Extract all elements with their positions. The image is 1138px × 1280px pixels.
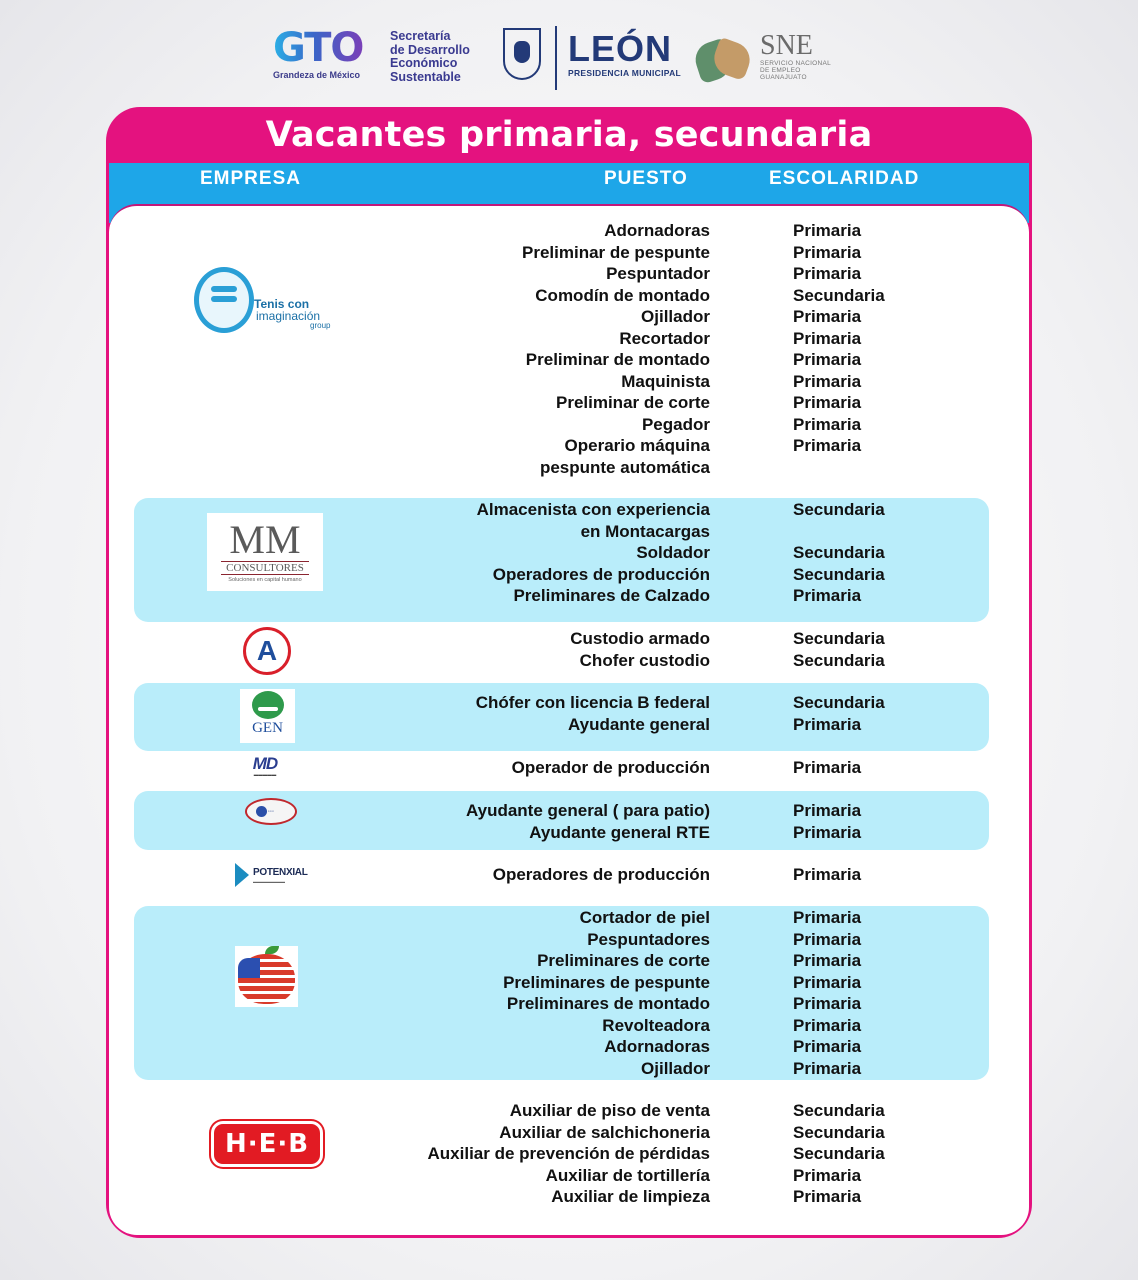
- potenxial-logo: [233, 861, 311, 889]
- puesto-cell: Operadores de producción: [492, 565, 710, 584]
- escolaridad-cell: Primaria: [793, 393, 862, 412]
- gto-logo: [273, 25, 364, 80]
- logo-text: imaginación: [256, 309, 321, 323]
- secretaria-line: de Desarrollo: [390, 42, 470, 57]
- puesto-cell: pespunte automática: [539, 458, 710, 477]
- md-logo: [239, 755, 291, 779]
- puesto-cell: Pespuntadores: [587, 930, 710, 949]
- gen-logo: [240, 689, 295, 743]
- puesto-cell: Ojillador: [641, 307, 710, 326]
- puesto-cell: Preliminar de montado: [525, 350, 710, 369]
- puesto-cell: Operador de producción: [511, 758, 710, 777]
- logo-text: Soluciones en capital humano: [228, 577, 302, 583]
- escolaridad-cell: Primaria: [793, 973, 862, 992]
- leon-wordmark: LEÓN: [568, 28, 673, 69]
- escolaridad-cell: Primaria: [793, 1059, 862, 1078]
- escolaridad-cell: Primaria: [793, 930, 862, 949]
- secretaria-line: Económico: [390, 56, 458, 70]
- escolaridad-cell: Primaria: [793, 350, 862, 369]
- puesto-cell: Auxiliar de piso de venta: [509, 1101, 710, 1120]
- escolaridad-cell: Primaria: [793, 951, 862, 970]
- page-title: Vacantes primaria, secundaria: [265, 115, 873, 155]
- leon-logo: [568, 30, 681, 78]
- logo-mark: ◦◦◦: [267, 809, 275, 815]
- heb-logo: [211, 1121, 323, 1167]
- escolaridad-cell: Primaria: [793, 415, 862, 434]
- escolaridad-cell: Primaria: [793, 994, 862, 1013]
- puesto-cell: Cortador de piel: [579, 908, 710, 927]
- escolaridad-cell: Primaria: [793, 243, 862, 262]
- escolaridad-cell: Primaria: [793, 908, 862, 927]
- a-circle-logo: [243, 627, 291, 675]
- puesto-cell: Chófer con licencia B federal: [475, 693, 710, 712]
- escolaridad-cell: Primaria: [793, 329, 862, 348]
- puesto-cell: Soldador: [636, 543, 710, 562]
- title-bar: [106, 107, 1032, 165]
- secretaria-line: Sustentable: [390, 69, 461, 84]
- puesto-cell: Auxiliar de salchichoneria: [499, 1123, 710, 1142]
- puesto-cell: Recortador: [619, 329, 710, 348]
- logo-text: Tenis con: [254, 297, 310, 311]
- escolaridad-cell: Primaria: [793, 1016, 862, 1035]
- escolaridad-cell: Primaria: [793, 865, 862, 884]
- puesto-cell: Chofer custodio: [579, 651, 710, 670]
- puesto-cell: Ayudante general ( para patio): [465, 801, 710, 820]
- puesto-cell: Auxiliar de limpieza: [551, 1187, 710, 1206]
- escolaridad-cell: Primaria: [793, 1187, 862, 1206]
- puesto-cell: Preliminar de corte: [555, 393, 710, 412]
- sne-line: SERVICIO NACIONAL: [760, 60, 832, 67]
- puesto-cell: Adornadoras: [604, 1037, 710, 1056]
- column-header-empresa: EMPRESA: [200, 168, 301, 189]
- oval-company-logo: [245, 798, 297, 825]
- puesto-cell: Preliminares de Calzado: [513, 586, 710, 605]
- logo-underline: ▬▬▬▬▬▬▬▬: [253, 879, 285, 884]
- puesto-cell: Pegador: [641, 415, 710, 434]
- escolaridad-cell: Secundaria: [793, 1101, 885, 1120]
- leon-shield-icon: [503, 28, 541, 80]
- sne-line: DE EMPLEO: [760, 67, 801, 74]
- puesto-cell: Preliminares de corte: [537, 951, 710, 970]
- puesto-cell: Almacenista con experiencia: [476, 500, 710, 519]
- puesto-cell: Operadores de producción: [492, 865, 710, 884]
- logo-underline: ▬▬▬▬▬: [253, 772, 277, 777]
- logo-text: CONSULTORES: [221, 561, 309, 575]
- escolaridad-cell: Primaria: [793, 264, 862, 283]
- escolaridad-cell: Secundaria: [793, 693, 885, 712]
- puesto-cell: Ojillador: [641, 1059, 710, 1078]
- escolaridad-cell: Secundaria: [793, 543, 885, 562]
- triangle-icon: [235, 863, 249, 887]
- flag-apple-logo: [235, 946, 298, 1007]
- escolaridad-cell: Secundaria: [793, 286, 885, 305]
- puesto-cell: Auxiliar de tortillería: [545, 1166, 710, 1185]
- tenis-ring-icon: [194, 267, 254, 333]
- logo-text: A: [256, 635, 278, 666]
- escolaridad-cell: Primaria: [793, 221, 862, 240]
- tenis-con-imaginacion-logo: [192, 267, 342, 339]
- escolaridad-cell: Primaria: [793, 1166, 862, 1185]
- escolaridad-cell: Primaria: [793, 372, 862, 391]
- puesto-cell: Comodín de montado: [535, 286, 710, 305]
- escolaridad-cell: Secundaria: [793, 565, 885, 584]
- header-logos: [0, 22, 1138, 97]
- gto-wordmark: GTO: [273, 25, 364, 71]
- handshake-icon: [696, 34, 754, 84]
- escolaridad-cell: Secundaria: [793, 651, 885, 670]
- mm-consultores-logo: [207, 513, 323, 591]
- puesto-cell: Preliminares de montado: [506, 994, 710, 1013]
- logo-text: MM: [229, 517, 301, 562]
- escolaridad-cell: Primaria: [793, 801, 862, 820]
- escolaridad-cell: Primaria: [793, 823, 862, 842]
- globe-icon: [252, 691, 284, 719]
- escolaridad-cell: Secundaria: [793, 500, 885, 519]
- secretaria-line: Secretaría: [390, 29, 451, 43]
- column-header-puesto: PUESTO: [604, 168, 688, 189]
- flag-canton-icon: [238, 958, 260, 978]
- puesto-cell: Adornadoras: [604, 221, 710, 240]
- logo-text: GEN: [252, 720, 283, 736]
- column-header-escolaridad: ESCOLARIDAD: [769, 168, 920, 189]
- escolaridad-cell: Primaria: [793, 436, 862, 455]
- escolaridad-cell: Secundaria: [793, 1144, 885, 1163]
- leon-subtitle: PRESIDENCIA MUNICIPAL: [568, 68, 682, 78]
- gto-tagline: Grandeza de México: [273, 70, 361, 80]
- puesto-cell: Maquinista: [621, 372, 710, 391]
- sne-line: GUANAJUATO: [760, 74, 807, 81]
- sne-logo: [760, 32, 831, 81]
- puesto-cell: Revolteadora: [602, 1016, 710, 1035]
- puesto-cell: Ayudante general: [567, 715, 710, 734]
- escolaridad-cell: Primaria: [793, 1037, 862, 1056]
- puesto-cell: en Montacargas: [580, 522, 710, 541]
- secretaria-logo: [390, 30, 470, 84]
- escolaridad-cell: Primaria: [793, 715, 862, 734]
- puesto-cell: Preliminares de pespunte: [503, 973, 710, 992]
- escolaridad-cell: Secundaria: [793, 1123, 885, 1142]
- logo-text: MD: [252, 754, 278, 773]
- puesto-cell: Pespuntador: [606, 264, 710, 283]
- puesto-cell: Custodio armado: [570, 629, 710, 648]
- puesto-cell: Auxiliar de prevención de pérdidas: [427, 1144, 710, 1163]
- logo-text: POTENXIAL: [253, 867, 308, 878]
- puesto-cell: Ayudante general RTE: [529, 823, 710, 842]
- logo-text: group: [310, 321, 331, 330]
- leaf-icon: [265, 946, 279, 954]
- escolaridad-cell: Primaria: [793, 758, 862, 777]
- puesto-cell: Preliminar de pespunte: [522, 243, 710, 262]
- puesto-cell: Operario máquina: [564, 436, 710, 455]
- sne-wordmark: SNE: [760, 30, 813, 61]
- escolaridad-cell: Secundaria: [793, 629, 885, 648]
- escolaridad-cell: Primaria: [793, 586, 862, 605]
- logo-divider: [555, 26, 557, 90]
- escolaridad-cell: Primaria: [793, 307, 862, 326]
- logo-text: H·E·B: [224, 1129, 310, 1159]
